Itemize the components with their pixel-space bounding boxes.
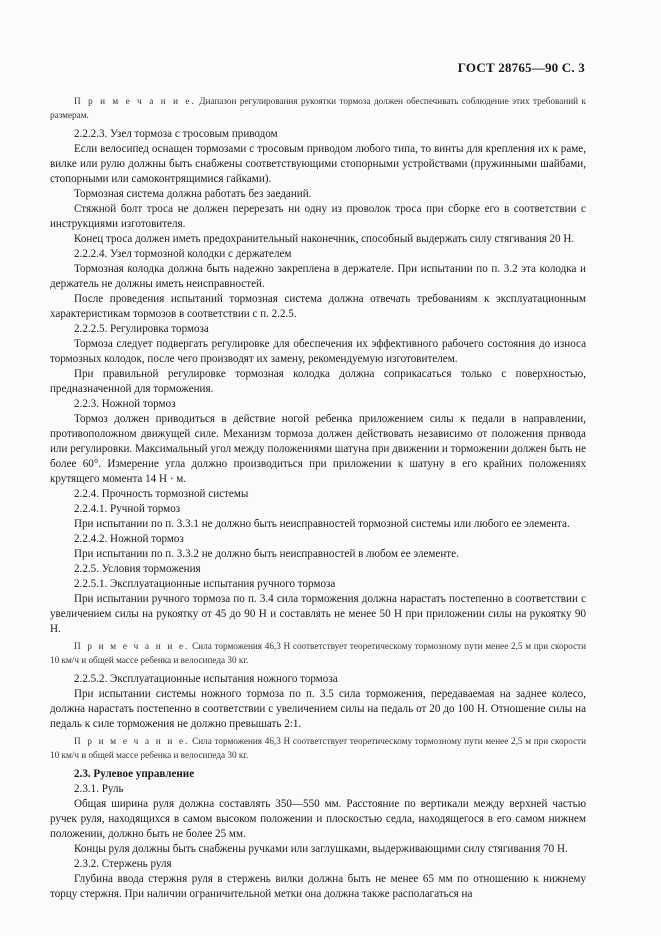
body-paragraph: Если велосипед оснащен тормозами с тросовым приводом любого типа, то винты для крепления их к раме, вилке или рулю должны быть снабжены соответствующими стопорными устройствами (пружинными шайбами, стопорными или самоконтрящимися гайками).: [50, 143, 586, 185]
note-text: Сила торможения 46,3 Н соответствует теоретическому тормозному пути менее 2,5 м при скорости 10 км/ч и общей массе ребенка и велосипеда 30 кг.: [50, 736, 586, 760]
note-paragraph: [50, 640, 586, 667]
body-paragraph: Тормозная колодка должна быть надежно закреплена в держателе. При испытании по п. 3.2 эта колодка и держатель не должны иметь неисправностей.: [50, 263, 586, 290]
subsection-heading: 2.2.4. Прочность тормозной системы: [74, 488, 249, 500]
subsection-heading: 2.3.1. Руль: [74, 783, 124, 795]
body-paragraph: Общая ширина руля должна составлять 350—550 мм. Расстояние по вертикали между верхней частью ручек руля, находящихся в самом высоком положении и плоскостью седла, находящегося в его самом нижнем положении, должно быть не более 25 мм.: [50, 798, 586, 840]
page-header: ГОСТ 28765—90 С. 3: [457, 60, 585, 75]
subsection-heading: 2.2.4.2. Ножной тормоз: [74, 533, 184, 545]
note-text: Диапазон регулирования рукоятки тормоза должен обеспечивать соблюдение этих требований к размерам.: [50, 96, 586, 120]
subsection-heading: 2.2.3. Ножной тормоз: [74, 398, 176, 410]
body-paragraph: При испытании по п. 3.3.1 не должно быть неисправностей тормозной системы или любого ее элемента.: [74, 518, 570, 530]
body-paragraph: Тормоза следует подвергать регулировке для обеспечения их эффективного рабочего состояния до износа тормозных колодок, после чего производят их замену, рекомендуемую изготовителем.: [50, 338, 586, 365]
body-paragraph: После проведения испытаний тормозная система должна отвечать требованиям к эксплуатационным характеристикам тормозов в соответствии с п. 2.2.5.: [50, 293, 586, 320]
body-paragraph: При испытании ручного тормоза по п. 3.4 сила торможения должна нарастать постепенно в соответствии с увеличением силы на рукоятку от 45 до 90 Н и составлять не менее 50 Н при приложении силы на рукоятку 90 Н.: [50, 593, 586, 635]
note-lead: П р и м е ч а н и е.: [74, 736, 190, 746]
subsection-heading: 2.2.5.1. Эксплуатационные испытания ручного тормоза: [74, 578, 336, 590]
note-lead: П р и м е ч а н и е.: [74, 96, 196, 106]
body-paragraph: Тормозная система должна работать без заеданий.: [74, 188, 312, 200]
body-paragraph: Концы руля должны быть снабжены ручками или заглушками, выдерживающими силу стягивания 70 Н.: [74, 843, 568, 855]
body-paragraph: При испытании по п. 3.3.2 не должно быть неисправностей в любом ее элементе.: [74, 548, 459, 560]
subsection-heading: 2.2.4.1. Ручной тормоз: [74, 503, 181, 515]
subsection-heading: 2.2.5.2. Эксплуатационные испытания ножного тормоза: [74, 673, 338, 685]
body-paragraph: Тормоз должен приводиться в действие ногой ребенка приложением силы к педали в направлении, противоположном движущей силе. Механизм тормоза должен действовать независимо от положения привода или регулировки. Максимальный угол между положениями шатуна при движении и торможении должен быть не более 60°. Измерение угла должно производиться при приложении к шатуну в его крайних положениях крутящего момента 14 Н · м.: [50, 413, 586, 485]
subsection-heading: 2.2.2.4. Узел тормозной колодки с держателем: [74, 248, 292, 260]
subsection-heading: 2.2.2.3. Узел тормоза с тросовым приводом: [74, 128, 278, 140]
body-paragraph: При испытании системы ножного тормоза по п. 3.5 сила торможения, передаваемая на заднее колесо, должна нарастать постепенно в соответствии с увеличением силы на педаль от 20 до 100 Н. Отношение силы на педаль к силе торможения не должно превышать 2:1.: [50, 688, 586, 730]
subsection-heading: 2.2.5. Условия торможения: [74, 563, 201, 575]
note-paragraph: [50, 95, 586, 122]
body-paragraph: Глубина ввода стержня руля в стержень вилки должна быть не менее 65 мм по отношению к нижнему торцу стержня. При наличии ограничительной метки она должна также располагаться на: [50, 873, 586, 900]
note-lead: П р и м е ч а н и е.: [74, 641, 190, 651]
document-body: [50, 92, 586, 902]
section-heading: 2.3. Рулевое управление: [74, 768, 195, 780]
body-paragraph: При правильной регулировке тормозная колодка должна соприкасаться только с поверхностью, предназначенной для торможения.: [50, 368, 586, 395]
body-paragraph: Конец троса должен иметь предохранительный наконечник, способный выдержать силу стягивания 20 Н.: [74, 233, 575, 245]
note-paragraph: [50, 735, 586, 762]
body-paragraph: Стяжной болт троса не должен перерезать ни одну из проволок троса при сборке его в соответствии с инструкциями изготовителя.: [50, 203, 586, 230]
note-text: Сила торможения 46,3 Н соответствует теоретическому тормозному пути менее 2,5 м при скорости 10 км/ч и общей массе ребенка и велосипеда 30 кг.: [50, 641, 586, 665]
subsection-heading: 2.3.2. Стержень руля: [74, 858, 172, 870]
subsection-heading: 2.2.2.5. Регулировка тормоза: [74, 323, 209, 335]
